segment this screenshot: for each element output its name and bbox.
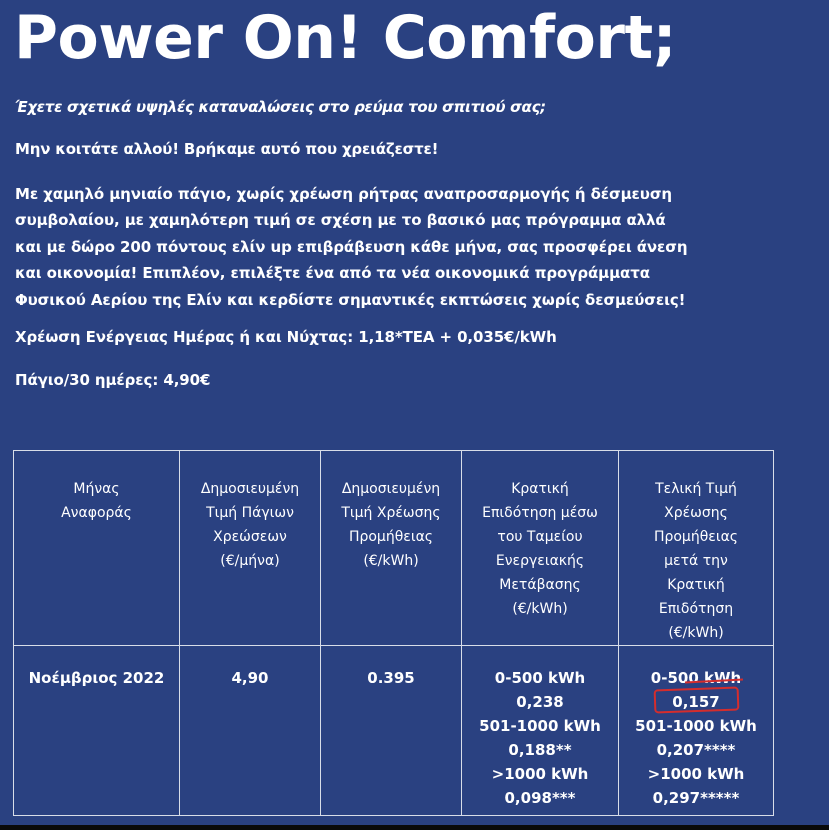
header-line: Επιδότηση μέσω bbox=[482, 505, 598, 521]
energy-charge-text: Χρέωση Ενέργειας Ημέρας ή και Νύχτας: 1,18*ΤΕΑ + 0,035€/kWh bbox=[15, 328, 557, 347]
final-price-line bbox=[623, 666, 769, 690]
final-price-line: 0,207**** bbox=[656, 741, 736, 759]
header-line: Τελική Τιμή bbox=[655, 481, 737, 497]
header-line: Ενεργειακής bbox=[495, 553, 585, 569]
header-line: του Ταμείου bbox=[497, 529, 583, 545]
header-line: Δημοσιευμένη bbox=[200, 481, 300, 497]
header-line: (€/kWh) bbox=[363, 553, 419, 569]
intro-section bbox=[15, 97, 815, 390]
subsidy-line: 0,188** bbox=[508, 741, 572, 759]
final-price-line bbox=[623, 690, 769, 714]
circled-price-annotation: 0,157 bbox=[650, 690, 741, 714]
price-table bbox=[13, 450, 774, 816]
header-line: Προμήθειας bbox=[348, 529, 434, 545]
header-line: Επιδότηση bbox=[658, 601, 734, 617]
paragraph-line: και οικονομία! Επιπλέον, επιλέξτε ένα από τα νέα οικονομικά προγράμματα bbox=[15, 264, 650, 283]
header-line: Δημοσιευμένη bbox=[341, 481, 441, 497]
header-line: Μήνας bbox=[73, 481, 120, 497]
fixed-fee-text: Πάγιο/30 ημέρες: 4,90€ bbox=[15, 371, 211, 390]
header-line: (€/μήνα) bbox=[220, 553, 280, 569]
header-line: Αναφοράς bbox=[61, 505, 132, 521]
paragraph-line: Φυσικού Αερίου της Ελίν και κερδίστε σημαντικές εκπτώσεις χωρίς δεσμεύσεις! bbox=[15, 290, 686, 309]
cell-fixed-charge bbox=[180, 646, 321, 816]
page-title: Power On! Comfort; bbox=[14, 3, 677, 73]
header-line: Χρέωσης bbox=[664, 505, 728, 521]
header-month bbox=[14, 451, 180, 646]
header-line: Χρεώσεων bbox=[213, 529, 287, 545]
table-header-row bbox=[14, 451, 774, 646]
month-value: Νοέμβριος 2022 bbox=[28, 669, 165, 687]
intro-paragraph bbox=[15, 181, 815, 313]
table-row bbox=[14, 646, 774, 816]
subsidy-line: 0,238 bbox=[516, 693, 564, 711]
final-price-line: 0,297***** bbox=[652, 789, 740, 807]
subsidy-line: 0,098*** bbox=[504, 789, 576, 807]
header-fixed-charge bbox=[180, 451, 321, 646]
header-final-price bbox=[619, 451, 774, 646]
header-line: Κρατική bbox=[511, 481, 569, 497]
header-line: (€/kWh) bbox=[512, 601, 568, 617]
intro-question: Έχετε σχετικά υψηλές καταναλώσεις στο ρεύμα του σπιτιού σας; bbox=[15, 98, 546, 116]
cell-subsidy bbox=[462, 646, 619, 816]
fixed-charge-value: 4,90 bbox=[231, 669, 269, 687]
supply-charge-value: 0.395 bbox=[367, 669, 415, 687]
paragraph-line: Με χαμηλό μηνιαίο πάγιο, χωρίς χρέωση ρήτρας αναπροσαρμογής ή δέσμευση bbox=[15, 185, 672, 203]
paragraph-line: συμβολαίου, με χαμηλότερη τιμή σε σχέση με το βασικό μας πρόγραμμα αλλά bbox=[15, 211, 666, 230]
struck-range-annotation: 0-500 kWh bbox=[651, 666, 741, 690]
cell-final-price bbox=[619, 646, 774, 816]
header-subsidy bbox=[462, 451, 619, 646]
header-supply-charge bbox=[321, 451, 462, 646]
header-line: Μετάβασης bbox=[499, 577, 581, 593]
header-line: Τιμή Χρέωσης bbox=[341, 505, 441, 521]
intro-answer: Μην κοιτάτε αλλού! Βρήκαμε αυτό που χρειάζεστε! bbox=[15, 140, 439, 158]
header-line: Κρατική bbox=[667, 577, 725, 593]
paragraph-line: και με δώρο 200 πόντους ελίν up επιβράβευση κάθε μήνα, σας προσφέρει άνεση bbox=[15, 237, 688, 256]
cell-supply-charge bbox=[321, 646, 462, 816]
bottom-edge-strip bbox=[0, 825, 829, 830]
cell-month bbox=[14, 646, 180, 816]
final-price-line: 501-1000 kWh bbox=[635, 717, 757, 735]
final-price-line: >1000 kWh bbox=[647, 765, 745, 783]
subsidy-line: >1000 kWh bbox=[491, 765, 589, 783]
subsidy-line: 501-1000 kWh bbox=[479, 717, 601, 735]
header-line: μετά την bbox=[664, 553, 728, 569]
header-line: Προμήθειας bbox=[653, 529, 739, 545]
subsidy-line: 0-500 kWh bbox=[494, 669, 586, 687]
header-line: Τιμή Πάγιων bbox=[206, 505, 294, 521]
header-line: (€/kWh) bbox=[668, 625, 724, 641]
